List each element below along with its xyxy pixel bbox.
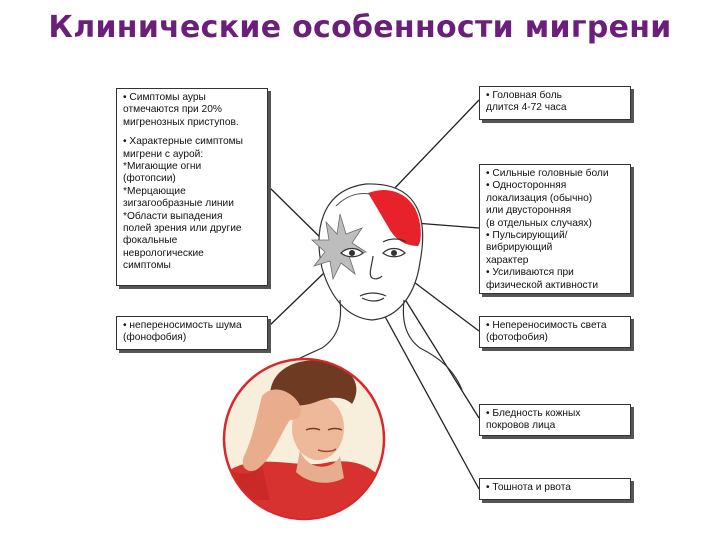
- page-title: Клинические особенности мигрени: [48, 10, 672, 45]
- box-text-line: • Бледность кожных: [486, 408, 581, 419]
- box-text-line: • Непереносимость света: [486, 320, 607, 331]
- box-text-line: • Симптомы ауры: [123, 92, 206, 103]
- right-pupil: [392, 251, 397, 256]
- box-text-line: физической активности: [486, 279, 599, 291]
- box-text-line: • Тошнота и рвота: [486, 482, 571, 493]
- box-text-line: длится 4-72 часа: [486, 102, 567, 114]
- box-text-line: вибрирующий: [486, 242, 553, 254]
- box-text-line: • Сильные головные боли: [486, 168, 609, 179]
- left-pupil: [350, 251, 355, 256]
- box-text-line: локализация (обычно): [486, 192, 593, 204]
- box-text-line: *Области выпадения: [123, 210, 223, 222]
- box-text-line: неврологические: [123, 247, 204, 259]
- box-text-line: • Односторонняя: [486, 180, 567, 192]
- box-text-line: фокальные: [123, 235, 178, 247]
- box-gap: [123, 129, 261, 136]
- box-text-line: симптомы: [123, 260, 171, 272]
- headache-character-box: [479, 164, 631, 294]
- box-text-line: • Усиливаются при: [486, 267, 574, 279]
- box-text-line: • Пульсирующий/: [486, 230, 568, 242]
- box-text-line: покровов лица: [486, 420, 556, 432]
- aura-symptoms-box: [116, 88, 268, 286]
- box-text-line: • непереносимость шума: [123, 320, 242, 331]
- box-text-line: *Мигающие огни: [123, 161, 202, 173]
- connector-nausea: [376, 300, 479, 489]
- duration-box: [479, 86, 631, 120]
- box-text-line: • Головная боль: [486, 90, 562, 101]
- box-text-line: отмечаются при 20%: [123, 104, 222, 116]
- box-text-line: мигренозных приступов.: [123, 116, 239, 128]
- box-text-line: полей зрения или другие: [123, 223, 242, 235]
- patient-photo: [220, 359, 392, 530]
- pallor-box: [479, 404, 631, 436]
- box-text-line: характер: [486, 254, 529, 266]
- box-text-line: мигрени с аурой:: [123, 148, 204, 160]
- phonophobia-box: [116, 316, 268, 350]
- box-text-line: *Мерцающие: [123, 185, 186, 197]
- box-text-line: (фонофобия): [123, 332, 187, 344]
- connector-duration: [393, 100, 479, 190]
- photophobia-box: [479, 316, 631, 348]
- box-text-line: • Характерные симптомы: [123, 136, 243, 148]
- box-text-line: зигзагообразные линии: [123, 198, 234, 210]
- box-text-line: (фотопсии): [123, 173, 176, 185]
- nausea-box: [479, 478, 631, 500]
- box-text-line: (в отдельных случаях): [486, 217, 592, 229]
- box-text-line: или двусторонняя: [486, 205, 572, 217]
- connector-noise: [268, 272, 325, 327]
- box-text-line: (фотофобия): [486, 332, 548, 344]
